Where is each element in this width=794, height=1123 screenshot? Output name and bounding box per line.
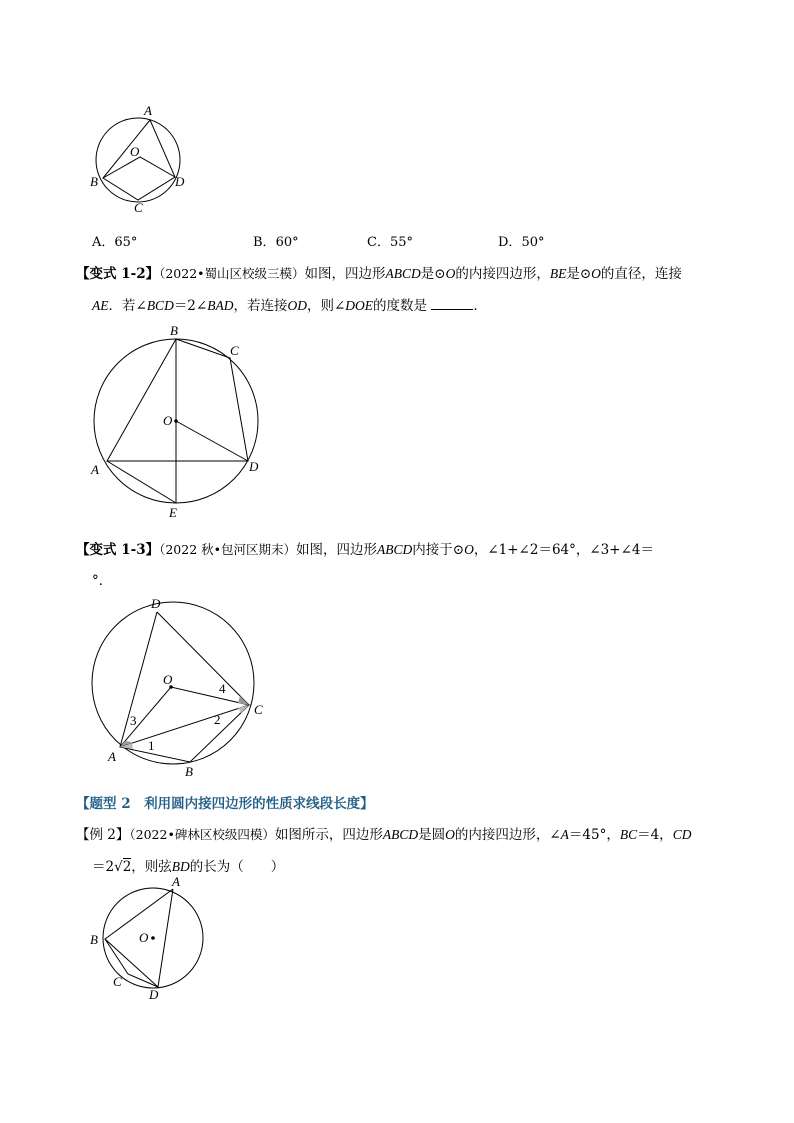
label-d: D	[249, 459, 259, 474]
label-d: D	[149, 987, 159, 1002]
chord-ae	[107, 461, 176, 503]
variant-1-3-line-2: °．	[92, 573, 113, 589]
label-o: O	[130, 144, 140, 159]
segments-ao-oc	[120, 687, 249, 747]
option-b: B．60°	[253, 235, 299, 250]
label-c: C	[230, 343, 239, 358]
label-d: D	[175, 174, 185, 189]
quad-abcd	[120, 612, 249, 762]
variant-1-2-line-2: AE．若∠BCD＝2∠BAD，若连接OD，则∠DOE的度数是 ．	[92, 298, 487, 314]
angle-mark-4	[238, 696, 249, 705]
option-a: A．65°	[92, 235, 138, 250]
example-2-line-1: 【例 2】（2022•碑林区校级四模）如图所示，四边形ABCD是圆O的内接四边形，∠A＝45°，BC＝4，CD	[76, 827, 692, 843]
label-c: C	[254, 702, 263, 717]
radius-lines	[103, 157, 175, 178]
option-c: C．55°	[367, 235, 413, 250]
quad-abcd	[107, 339, 248, 461]
label-o: O	[139, 930, 149, 945]
label-b: B	[90, 932, 98, 947]
answer-blank[interactable]	[431, 297, 473, 310]
figure-1-circle-abcd	[80, 95, 195, 220]
label-c: C	[113, 974, 122, 989]
section-heading-type-2: 【题型 2 利用圆内接四边形的性质求线段长度】	[76, 796, 374, 812]
label-b: B	[185, 764, 193, 779]
figure-2-diameter-be	[80, 320, 280, 525]
label-a: A	[144, 103, 152, 118]
label-4: 4	[219, 681, 226, 696]
circle-o	[92, 602, 254, 764]
label-d: D	[151, 596, 161, 611]
segment-od	[176, 421, 248, 461]
center-dot	[174, 419, 178, 423]
option-d: D．50°	[498, 235, 545, 250]
label-a: A	[172, 874, 180, 889]
label-a: A	[91, 462, 99, 477]
label-o: O	[163, 672, 173, 687]
figure-3-angles-1234	[80, 592, 280, 792]
figure-4-chord-bd	[80, 872, 220, 1007]
label-3: 3	[130, 713, 137, 728]
example-2-line-2: ＝2√2，则弦BD的长为（ ）	[92, 859, 285, 875]
sqrt-symbol: √	[114, 859, 123, 875]
angle-mark-2	[238, 705, 249, 713]
label-2: 2	[214, 712, 221, 727]
label-b: B	[170, 323, 178, 338]
center-dot	[151, 936, 155, 940]
label-e: E	[169, 505, 177, 520]
variant-1-2-line-1: 【变式 1-2】（2022•蜀山区校级三模）如图，四边形ABCD是⊙O的内接四边形，BE是⊙O的直径，连接	[76, 266, 682, 282]
label-c: C	[134, 200, 143, 215]
label-1: 1	[148, 738, 155, 753]
label-o: O	[163, 413, 173, 428]
quad-abcd	[103, 120, 175, 200]
variant-1-3-line-1: 【变式 1-3】（2022 秋•包河区期末）如图，四边形ABCD内接于⊙O，∠1+∠2＝64°，∠3+∠4＝	[76, 542, 654, 558]
label-b: B	[90, 174, 98, 189]
label-a: A	[108, 749, 116, 764]
